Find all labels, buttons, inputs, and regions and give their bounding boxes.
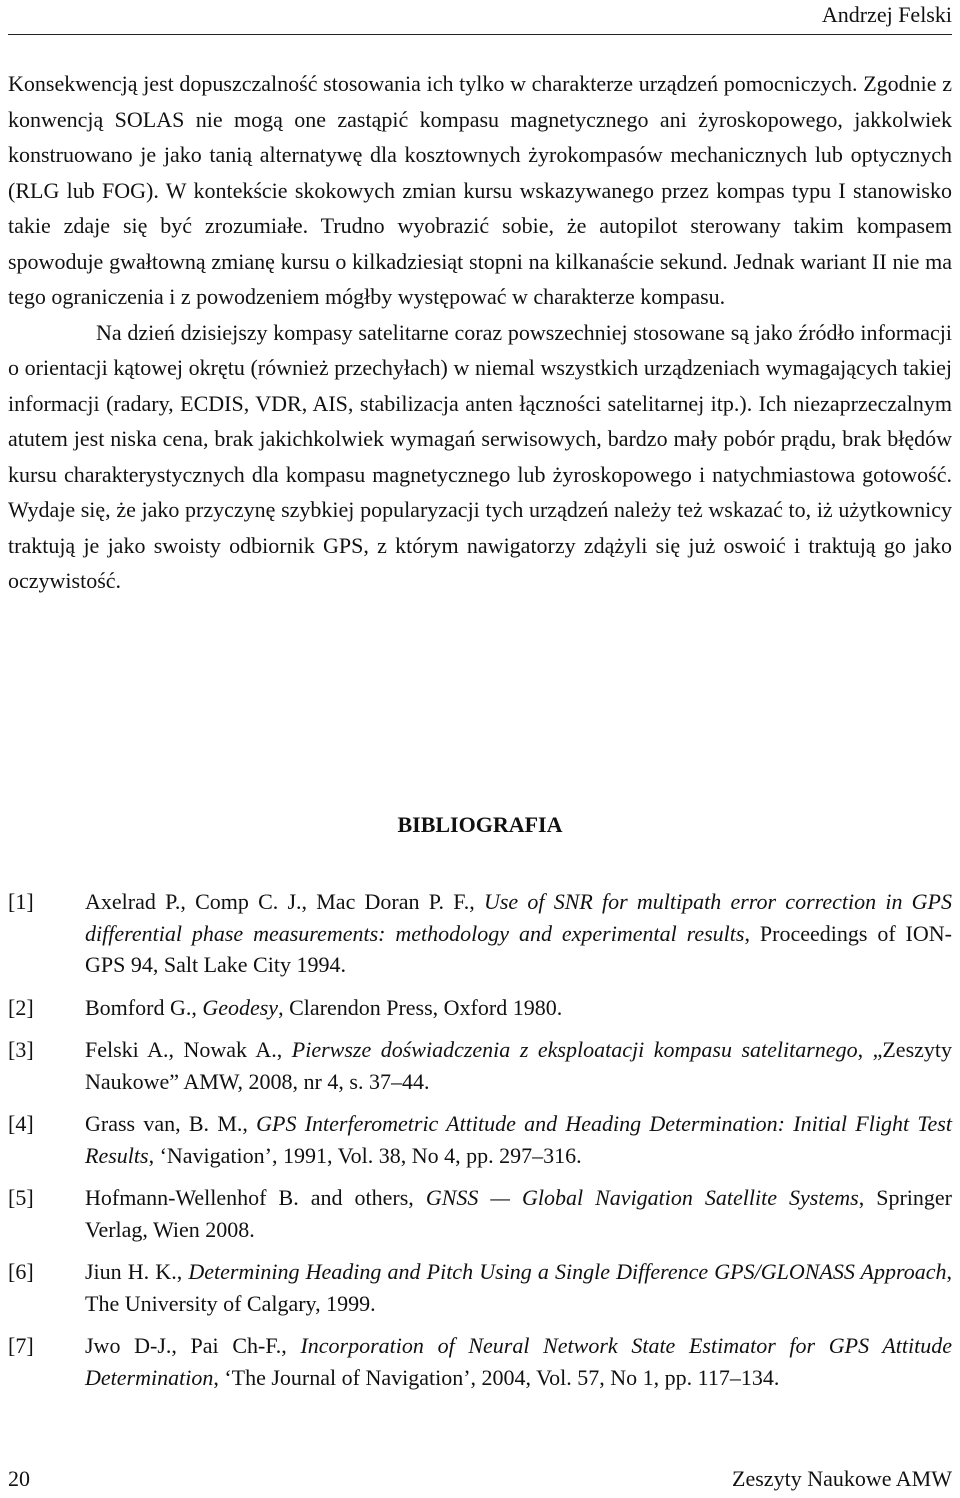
reference-number: [5] <box>8 1185 34 1210</box>
reference-text <box>85 1108 952 1171</box>
reference-title: Determining Heading and Pitch Using a Single Difference GPS/GLONASS Approach <box>188 1259 947 1284</box>
reference-authors: Grass van, B. M., <box>85 1111 257 1136</box>
bibliography-heading: BIBLIOGRAFIA <box>397 812 563 837</box>
reference-text <box>85 1330 952 1393</box>
paragraph-2: Na dzień dzisiejszy kompasy satelitarne coraz powszechniej stosowane są jako źródło informacji o orientacji kątowej okrętu (również przechyłach) w niemal wszystkich urządzeniach wymagających takiej informacji (radary, ECDIS, VDR, AIS, stabilizacja anten łączności satelitarnej itp.). Ich niezaprzeczalnym atutem jest niska cena, brak jakichkolwiek wymagań serwisowych, bardzo mały pobór prądu, brak błędów kursu charakterystycznych dla kompasu magnetycznego lub żyroskopowego i natychmiastowa gotowość. Wydaje się, że jako przyczynę szybkiej popularyzacji tych urządzeń należy też wskazać to, iż użytkownicy traktują je jako swoisty odbiornik GPS, z którym nawigatorzy zdążyli się już oswoić i traktują go jako oczywistość. <box>8 319 952 593</box>
reference-item <box>8 1256 952 1319</box>
reference-authors: Axelrad P., Comp C. J., Mac Doran P. F., <box>85 889 484 914</box>
reference-text <box>85 1034 952 1097</box>
reference-title: Pierwsze doświadczenia z eksploatacji kompasu satelitarnego <box>291 1037 858 1062</box>
reference-details: , „Zeszyty Naukowe” AMW, 2008, nr 4, s. 37–44. <box>85 1037 953 1094</box>
reference-number: [2] <box>8 994 34 1020</box>
reference-authors: Bomford G., <box>85 994 203 1020</box>
reference-details: , ‘The Journal of Navigation’, 2004, Vol. 57, No 1, pp. 117–134. <box>213 1364 780 1390</box>
reference-item <box>8 886 952 981</box>
reference-text <box>85 1256 952 1319</box>
reference-title: Geodesy <box>202 994 279 1020</box>
reference-details: , ‘Navigation’, 1991, Vol. 38, No 4, pp. 297–316. <box>148 1142 582 1168</box>
reference-number: [3] <box>8 1037 34 1062</box>
reference-number: [6] <box>8 1259 34 1284</box>
reference-title: Use of SNR for multipath error correction in GPS differential phase measurements: methodology and experimental results <box>85 889 952 946</box>
bibliography-list <box>8 886 952 1404</box>
body-text <box>8 66 952 599</box>
running-footer-journal: Zeszyty Naukowe AMW <box>732 1466 952 1491</box>
reference-number: [1] <box>8 889 34 914</box>
reference-authors: Hofmann-Wellenhof B. and others, <box>85 1185 426 1210</box>
reference-text <box>85 886 952 981</box>
reference-item <box>8 1182 952 1245</box>
running-header-author: Andrzej Felski <box>821 2 952 27</box>
reference-details: , The University of Calgary, 1999. <box>85 1259 952 1316</box>
header-divider <box>8 34 952 35</box>
reference-item <box>8 1108 952 1171</box>
reference-item <box>8 1330 952 1393</box>
reference-text <box>85 992 952 1024</box>
reference-title: GPS Interferometric Attitude and Heading Determination: Initial Flight Test Results <box>85 1111 952 1168</box>
reference-item <box>8 1034 952 1097</box>
reference-details: , Clarendon Press, Oxford 1980. <box>278 994 563 1020</box>
paragraph-1: Konsekwencją jest dopuszczalność stosowania ich tylko w charakterze urządzeń pomocniczych. Zgodnie z konwencją SOLAS nie mogą one zastąpić kompasu magnetycznego ani żyroskopowego, jakkolwiek konstruowano je jako tanią alternatywę dla kosztownych żyrokompasów mechanicznych lub optycznych (RLG lub FOG). W kontekście skokowych zmian kursu wskazywanego przez kompas typu I stanowisko takie zdaje się być zrozumiałe. Trudno wyobrazić sobie, że autopilot sterowany takim kompasem spowoduje gwałtowną zmianę kursu o kilkadziesiąt stopni na kilkanaście sekund. Jednak wariant II nie ma tego ograniczenia i z powodzeniem mógłby występować w charakterze kompasu. <box>8 71 952 309</box>
reference-item <box>8 992 952 1024</box>
reference-number: [7] <box>8 1333 34 1358</box>
reference-details: , Springer Verlag, Wien 2008. <box>85 1185 952 1242</box>
reference-title: Incorporation of Neural Network State Estimator for GPS Attitude Determination <box>85 1333 953 1390</box>
reference-authors: Jwo D-J., Pai Ch-F., <box>85 1333 301 1358</box>
page-number: 20 <box>8 1466 30 1491</box>
reference-number: [4] <box>8 1111 34 1136</box>
reference-text <box>85 1182 952 1245</box>
reference-authors: Jiun H. K., <box>85 1259 189 1284</box>
reference-details: , Proceedings of ION-GPS 94, Salt Lake City 1994. <box>85 920 952 977</box>
reference-authors: Felski A., Nowak A., <box>85 1037 292 1062</box>
reference-title: GNSS — Global Navigation Satellite Systems <box>425 1185 859 1210</box>
